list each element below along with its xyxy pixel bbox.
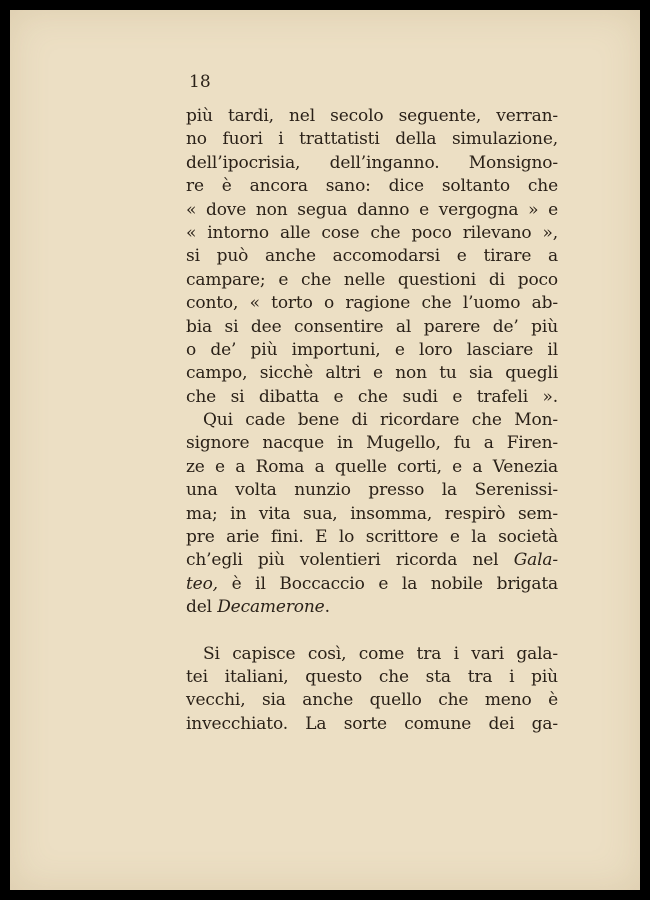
text-line: o de’ più importuni, e loro lasciare il — [186, 339, 558, 360]
text-line: ma; in vita sua, insomma, respirò sem- — [186, 503, 558, 524]
text-line — [186, 596, 558, 619]
text-line: « dove non segua danno e vergogna » e — [186, 199, 558, 220]
text-segment: è il Boccaccio e la nobile brigata — [217, 573, 558, 594]
text-line: no fuori i trattatisti della simulazione, — [186, 129, 558, 150]
book-page — [10, 10, 640, 890]
text-line: re è ancora sano: dice soltanto che — [186, 176, 558, 197]
paragraph-3 — [186, 643, 558, 737]
paragraph-1 — [186, 105, 558, 409]
text-segment: del — [186, 597, 218, 618]
text-line: signore nacque in Mugello, fu a Firen- — [186, 433, 558, 454]
text-line: dell’ipocrisia, dell’inganno. Monsigno- — [186, 152, 558, 173]
text-line — [186, 573, 558, 596]
text-line: tei italiani, questo che sta tra i più — [186, 667, 558, 687]
italic-title: Decamerone — [217, 597, 325, 618]
text-line: Qui cade bene di ricordare che Mon- — [203, 410, 558, 431]
paragraph-2 — [186, 409, 558, 620]
body-text — [186, 105, 558, 736]
text-line: più tardi, nel secolo seguente, verran- — [186, 106, 558, 126]
text-line: campo, sicchè altri e non tu sia quegli — [186, 363, 558, 384]
text-line: conto, « torto o ragione che l’uomo ab- — [186, 293, 558, 314]
text-line: una volta nunzio presso la Serenissi- — [186, 480, 558, 501]
page-number: 18 — [189, 72, 211, 92]
text-line: che si dibatta e che sudi e trafeli ». — [186, 386, 558, 407]
text-line: ze e a Roma a quelle corti, e a Venezia — [186, 456, 558, 477]
text-line: « intorno alle cose che poco rilevano », — [186, 222, 558, 243]
text-line: vecchi, sia anche quello che meno è — [186, 690, 558, 711]
text-line: bia si dee consentire al parere de’ più — [186, 316, 558, 337]
text-line — [186, 549, 558, 572]
text-line: campare; e che nelle questioni di poco — [186, 269, 558, 290]
section-gap — [186, 620, 558, 643]
italic-title: Gala- — [513, 550, 558, 571]
text-line: Si capisce così, come tra i vari gala- — [203, 643, 558, 664]
text-segment: ch’egli più volentieri ricorda nel — [186, 550, 514, 571]
text-line: si può anche accomodarsi e tirare a — [186, 246, 558, 267]
text-line: invecchiato. La sorte comune dei ga- — [186, 713, 558, 734]
text-segment: . — [324, 597, 330, 618]
text-line: pre arie fini. E lo scrittore e la società — [186, 527, 558, 548]
italic-title: teo, — [186, 573, 218, 594]
